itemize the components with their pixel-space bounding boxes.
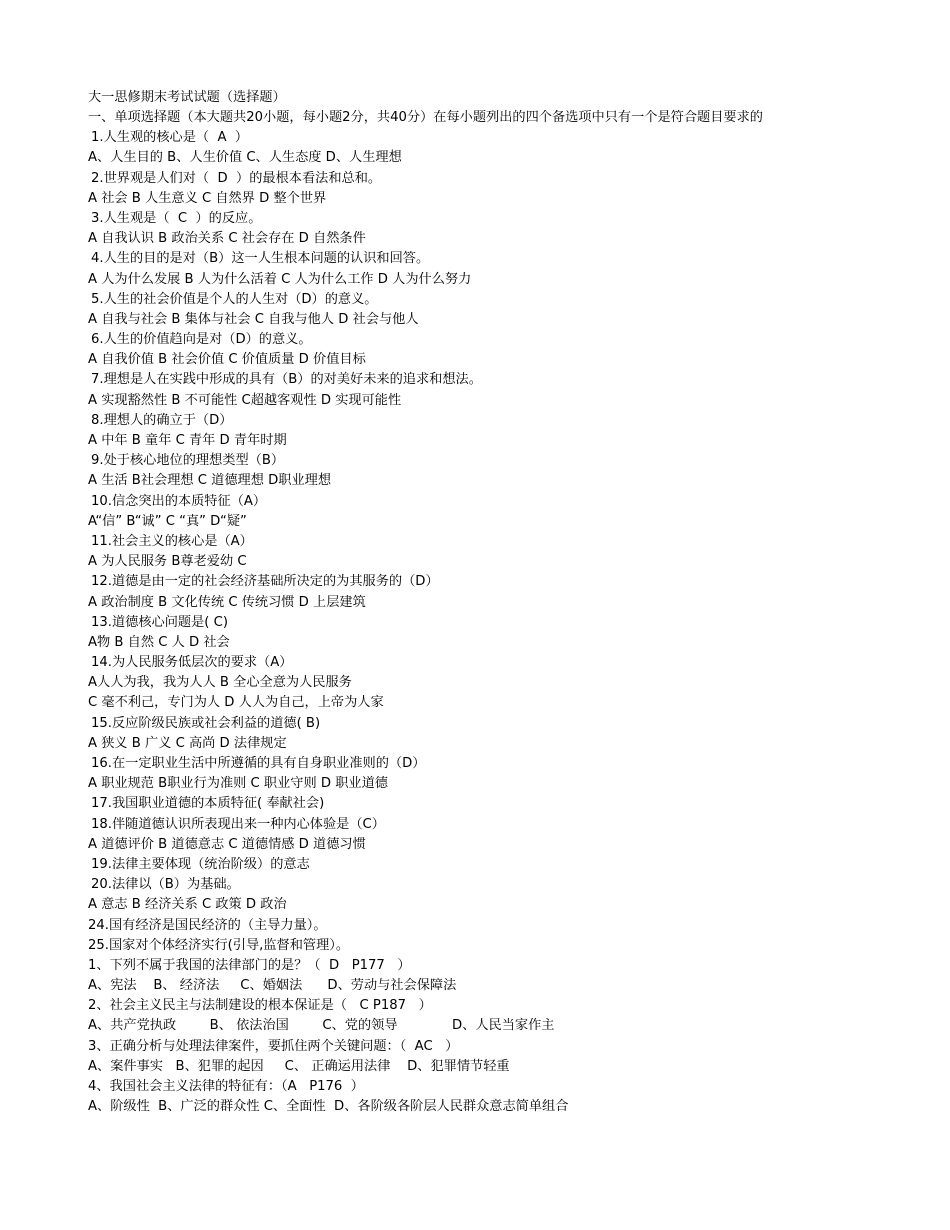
answer-options: A 人为什么发展 B 人为什么活着 C 人为什么工作 D 人为什么努力 — [88, 271, 472, 287]
answer-options: A 生活 B社会理想 C 道德理想 D职业理想 — [88, 473, 332, 489]
question-stem: 20.法律以（B）为基础。 — [91, 877, 240, 893]
question-stem: 13.道德核心问题是( C) — [91, 614, 228, 630]
answer-options: 2、社会主义民主与法制建设的根本保证是（ C P187 ） — [88, 998, 432, 1014]
answer-options: A、案件事实 B、犯罪的起因 C、 正确运用法律 D、犯罪情节轻重 — [88, 1058, 510, 1074]
question-stem: 15.反应阶级民族或社会利益的道德( B) — [91, 715, 321, 731]
answer-options: A 意志 B 经济关系 C 政策 D 政治 — [88, 897, 287, 913]
question-stem: 16.在一定职业生活中所遵循的具有自身职业准则的（D） — [91, 756, 426, 771]
answer-options: A、宪法 B、 经济法 C、婚姻法 D、劳动与社会保障法 — [88, 978, 457, 994]
answer-options: A 自我认识 B 政治关系 C 社会存在 D 自然条件 — [88, 231, 366, 247]
question-list — [88, 128, 868, 1117]
document-page — [88, 88, 868, 1117]
question-stem: 4.人生的目的是对（B）这一人生根本问题的认识和回答。 — [91, 251, 430, 267]
document-title: 大一思修期末考试试题（选择题） — [88, 90, 286, 105]
question-stem: 3.人生观是（ C ）的反应。 — [91, 210, 262, 226]
answer-options: 3、正确分析与处理法律案件，要抓住两个关键问题：（ AC ） — [88, 1038, 459, 1054]
question-stem: 9.处于核心地位的理想类型（B） — [91, 453, 285, 469]
question-stem: 11.社会主义的核心是（A） — [91, 533, 253, 549]
question-stem: 5.人生的社会价值是个人的人生对（D）的意义。 — [91, 291, 378, 307]
question-stem: 14.为人民服务低层次的要求（A） — [91, 655, 293, 671]
answer-options: 1、下列不属于我国的法律部门的是？（ D P177 ） — [88, 957, 411, 973]
answer-options: A、人生目的 B、人生价值 C、人生态度 D、人生理想 — [88, 150, 402, 166]
answer-options: A 社会 B 人生意义 C 自然界 D 整个世界 — [88, 190, 327, 206]
answer-options: A 为人民服务 B尊老爱幼 C — [88, 554, 247, 570]
answer-options: A 职业规范 B职业行为准则 C 职业守则 D 职业道德 — [88, 776, 388, 792]
question-stem: 10.信念突出的本质特征（A） — [91, 493, 267, 509]
answer-options: 24.国有经济是国民经济的（主导力量）。 — [88, 917, 327, 933]
answer-options: 4、我国社会主义法律的特征有：（A P176 ） — [88, 1079, 364, 1094]
answer-options: A人人为我，我为人人 B 全心全意为人民服务 — [88, 675, 352, 691]
question-stem: 2.世界观是人们对（ D ）的最根本看法和总和。 — [91, 170, 382, 186]
answer-options: A 狭义 B 广义 C 高尚 D 法律规定 — [88, 735, 287, 751]
question-stem: 1.人生观的核心是（ A ） — [91, 130, 249, 146]
question-stem: 12.道德是由一定的社会经济基础所决定的为其服务的（D） — [91, 574, 439, 590]
question-stem: 18.伴随道德认识所表现出来一种内心体验是（C） — [91, 816, 385, 832]
question-stem: 17.我国职业道德的本质特征( 奉献社会) — [91, 796, 325, 812]
answer-options: A“信” B“诚” C “真” D“疑” — [88, 513, 247, 529]
question-stem: 6.人生的价值趋向是对（D）的意义。 — [91, 332, 312, 348]
answer-options: A 实现豁然性 B 不可能性 C超越客观性 D 实现可能性 — [88, 392, 402, 408]
answer-options: A 中年 B 童年 C 青年 D 青年时期 — [88, 433, 287, 448]
answer-options: A 自我价值 B 社会价值 C 价值质量 D 价值目标 — [88, 352, 366, 368]
question-stem: 7.理想是人在实践中形成的具有（B）的对美好未来的追求和想法。 — [91, 372, 482, 388]
section-instructions: 一、单项选择题（本大题共20小题，每小题2分，共40分）在每小题列出的四个备选项中只有一个是符合题目要求的 — [88, 110, 763, 126]
answer-options: A 道德评价 B 道德意志 C 道德情感 D 道德习惯 — [88, 836, 366, 852]
answer-options: A物 B 自然 C 人 D 社会 — [88, 634, 230, 650]
question-stem: 8.理想人的确立于（D） — [91, 412, 233, 428]
answer-options: A、共产党执政 B、 依法治国 C、党的领导 D、人民当家作主 — [88, 1018, 555, 1034]
answer-options: 25.国家对个体经济实行(引导,监督和管理）。 — [88, 937, 350, 953]
answer-options: A 自我与社会 B 集体与社会 C 自我与他人 D 社会与他人 — [88, 311, 419, 327]
question-stem: 19.法律主要体现（统治阶级）的意志 — [91, 856, 310, 872]
answer-options: A 政治制度 B 文化传统 C 传统习惯 D 上层建筑 — [88, 594, 366, 610]
answer-options: C 毫不利己，专门为人 D 人人为自己，上帝为人家 — [88, 695, 384, 711]
answer-options: A、阶级性 B、广泛的群众性 C、全面性 D、各阶级各阶层人民群众意志简单组合 — [88, 1099, 569, 1115]
